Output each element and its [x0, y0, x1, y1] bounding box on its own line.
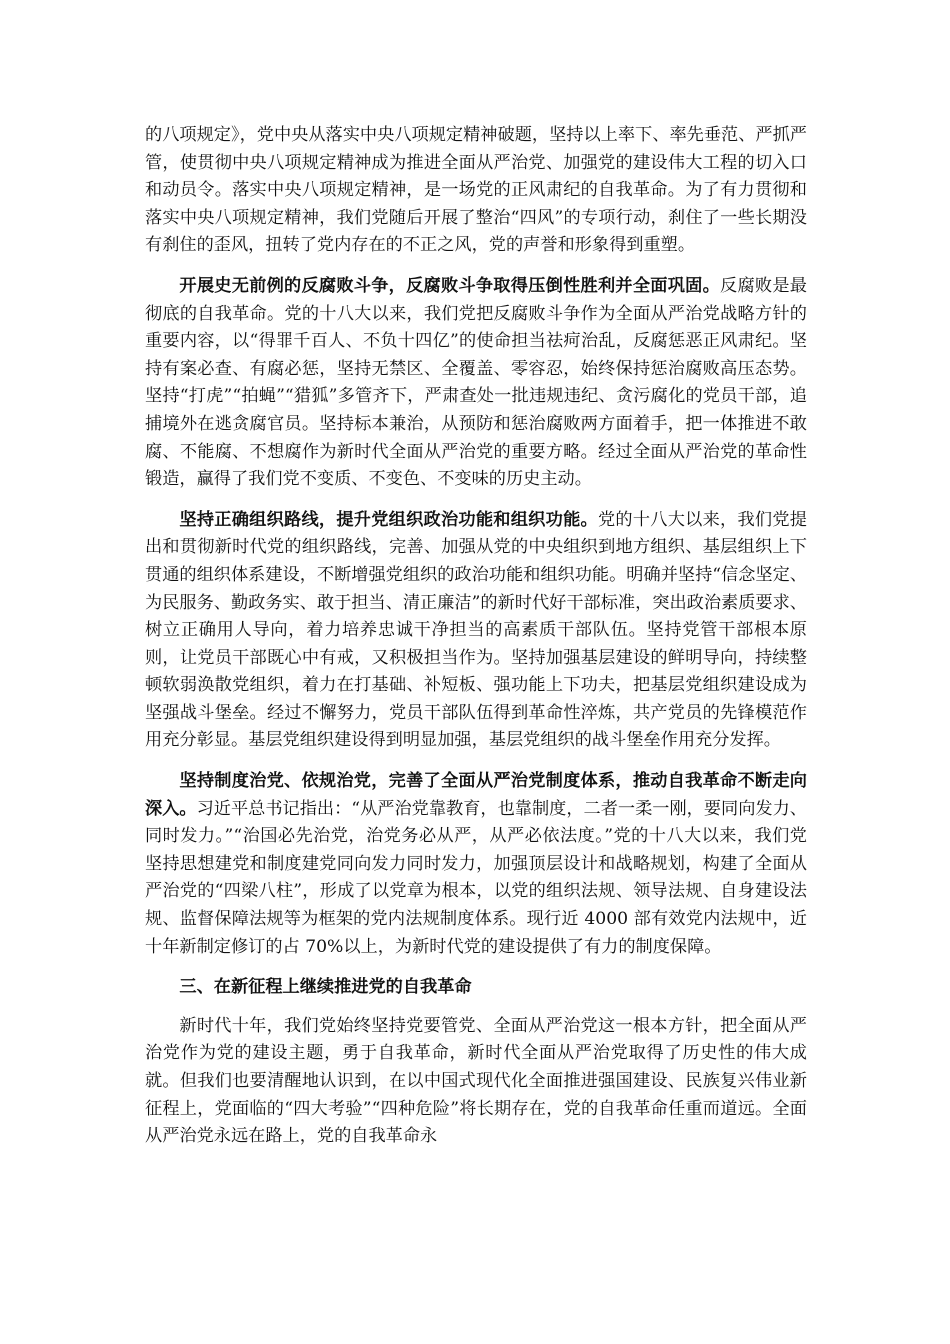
paragraph-lead: 坚持正确组织路线，提升党组织政治功能和组织功能。 [179, 509, 598, 530]
paragraph-rule-based-governance [145, 768, 807, 961]
paragraph-lead: 坚持制度治党、依规治党，完善了全面从严治党制度体系，推动自我革命不断走向深入。 [145, 771, 807, 819]
paragraph-text: 新时代十年，我们党始终坚持党要管党、全面从严治党这一根本方针，把全面从严治党作为党的建设主题，勇于自我革命，新时代全面从严治党取得了历史性的伟大成就。但我们也要清醒地认识到，在以中国式现代化全面推进强国建设、民族复兴伟业新征程上，党面临的“四大考验”“四种危险”将长期存在，党的自我革命任重而道远。全面从严治党永远在路上，党的自我革命永 [145, 1015, 807, 1147]
document-page [145, 122, 807, 1164]
section-heading: 三、在新征程上继续推进党的自我革命 [179, 977, 472, 998]
paragraph-text: 习近平总书记指出：“从严治党靠教育，也靠制度，二者一柔一刚，要同向发力、同时发力。”“治国必先治党，治党务必从严，从严必依法度。”党的十八大以来，我们党坚持思想建党和制度建党同向发力同时发力，加强顶层设计和战略规划，构建了全面从严治党的“四梁八柱”，形成了以党章为根本，以党的组织法规、领导法规、自身建设法规、监督保障法规等为框架的党内法规制度体系。现行近 4000 部有效党内法规中，近十年新制定修订的占 70%以上，为新时代党的建设提供了有力的制度保障。 [145, 798, 807, 957]
paragraph-new-journey [145, 1013, 807, 1151]
paragraph-lead: 开展史无前例的反腐败斗争，反腐败斗争取得压倒性胜利并全面巩固。 [179, 275, 721, 296]
paragraph-eight-point-regulations [145, 122, 807, 260]
paragraph-organizational-line [145, 507, 807, 755]
paragraph-text: 党的十八大以来，我们党提出和贯彻新时代党的组织路线，完善、加强从党的中央组织到地方组织、基层组织上下贯通的组织体系建设，不断增强党组织的政治功能和组织功能。明确并坚持“信念坚定、为民服务、勤政务实、敢于担当、清正廉洁”的新时代好干部标准，突出政治素质要求、树立正确用人导向，着力培养忠诚干净担当的高素质干部队伍。坚持党管干部根本原则，让党员干部既心中有戒，又积极担当作为。坚持加强基层建设的鲜明导向，持续整顿软弱涣散党组织，着力在打基础、补短板、强功能上下功夫，把基层党组织建设成为坚强战斗堡垒。经过不懈努力，党员干部队伍得到革命性淬炼，共产党员的先锋模范作用充分彰显。基层党组织建设得到明显加强，基层党组织的战斗堡垒作用充分发挥。 [145, 509, 807, 751]
paragraph-text: 反腐败是最彻底的自我革命。党的十八大以来，我们党把反腐败斗争作为全面从严治党战略方针的重要内容，以“得罪千百人、不负十四亿”的使命担当祛疴治乱，反腐惩恶正风肃纪。坚持有案必查、有腐必惩，坚持无禁区、全覆盖、零容忍，始终保持惩治腐败高压态势。坚持“打虎”“拍蝇”“猎狐”多管齐下，严肃查处一批违规违纪、贪污腐化的党员干部，追捕境外在逃贪腐官员。坚持标本兼治，从预防和惩治腐败两方面着手，把一体推进不敢腐、不能腐、不想腐作为新时代全面从严治党的重要方略。经过全面从严治党的革命性锻造，赢得了我们党不变质、不变色、不变味的历史主动。 [145, 275, 807, 490]
paragraph-anti-corruption [145, 273, 807, 494]
paragraph-text: 的八项规定》，党中央从落实中央八项规定精神破题，坚持以上率下、率先垂范、严抓严管，使贯彻中央八项规定精神成为推进全面从严治党、加强党的建设伟大工程的切入口和动员令。落实中央八项规定精神，是一场党的正风肃纪的自我革命。为了有力贯彻和落实中央八项规定精神，我们党随后开展了整治“四风”的专项行动，刹住了一些长期没有刹住的歪风，扭转了党内存在的不正之风，党的声誉和形象得到重塑。 [145, 125, 807, 256]
